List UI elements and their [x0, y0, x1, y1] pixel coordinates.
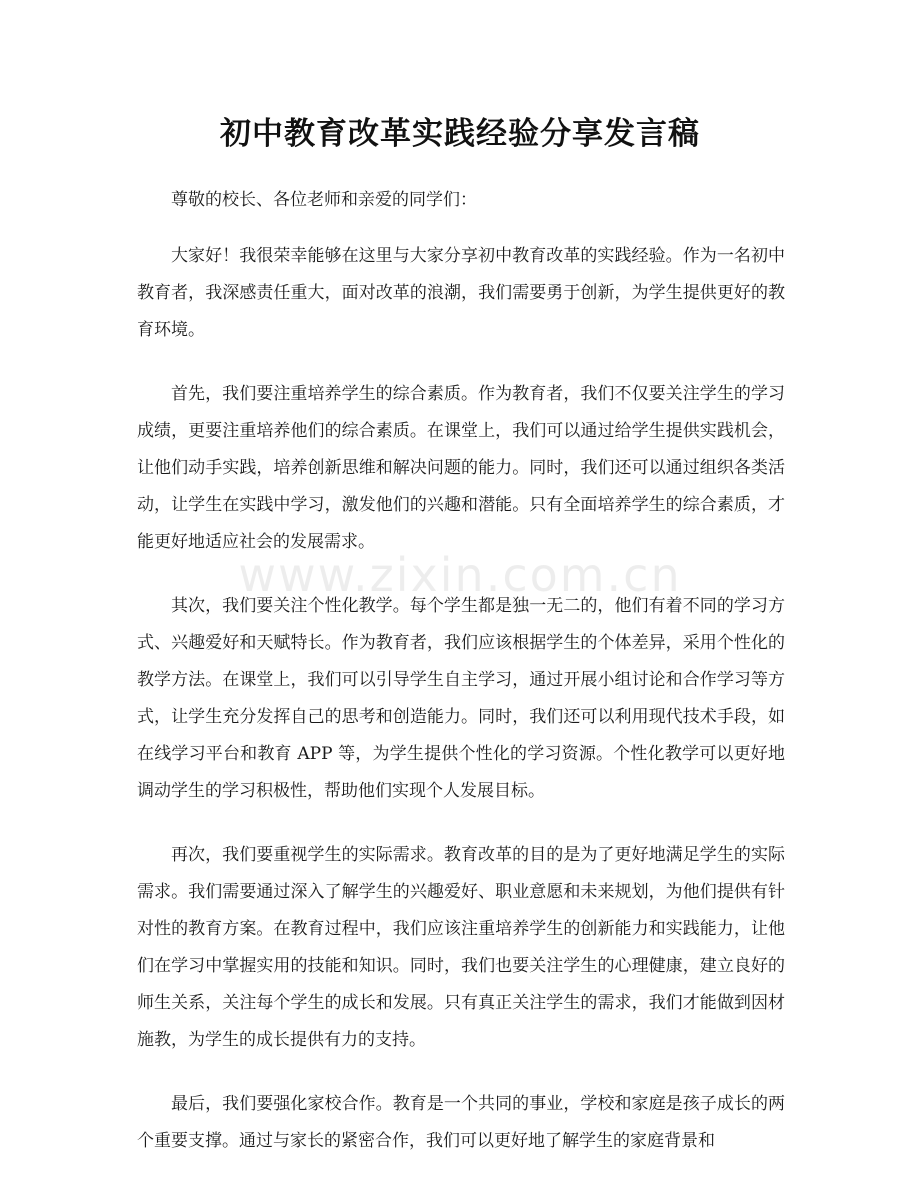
paragraph-third-point: 再次，我们要重视学生的实际需求。教育改革的目的是为了更好地满足学生的实际需求。我们需要通过深入了解学生的兴趣爱好、职业意愿和未来规划，为他们提供有针对性的教育方案。在教育过程中，我们应该注重培养学生的创新能力和实践能力，让他们在学习中掌握实用的技能和知识。同时，我们也要关注学生的心理健康，建立良好的师生关系，关注每个学生的成长和发展。只有真正关注学生的需求，我们才能做到因材施教，为学生的成长提供有力的支持。: [137, 845, 785, 1050]
paragraph-second-point: 其次，我们要关注个性化教学。每个学生都是独一无二的，他们有着不同的学习方式、兴趣爱好和天赋特长。作为教育者，我们应该根据学生的个体差异，采用个性化的教学方法。在课堂上，我们可以引导学生自主学习，通过开展小组讨论和合作学习等方式，让学生充分发挥自己的思考和创造能力。同时，我们还可以利用现代技术手段，如在线学习平台和教育 APP 等，为学生提供个性化的学习资源。个性化教学可以更好地调动学生的学习积极性，帮助他们实现个人发展目标。: [137, 596, 785, 801]
watermark: www.zixin.com.cn: [238, 548, 682, 602]
paragraph-intro: 大家好！我很荣幸能够在这里与大家分享初中教育改革的实践经验。作为一名初中教育者，我深感责任重大，面对改革的浪潮，我们需要勇于创新，为学生提供更好的教育环境。: [137, 246, 785, 340]
paragraph-final-point: 最后，我们要强化家校合作。教育是一个共同的事业，学校和家庭是孩子成长的两个重要支撑。通过与家长的紧密合作，我们可以更好地了解学生的家庭背景和: [137, 1094, 785, 1151]
page-title: 初中教育改革实践经验分享发言稿: [220, 116, 700, 152]
salutation: 尊敬的校长、各位老师和亲爱的同学们：: [171, 190, 477, 210]
document-body: [137, 182, 785, 1187]
paragraph-first-point: 首先，我们要注重培养学生的综合素质。作为教育者，我们不仅要关注学生的学习成绩，更要注重培养他们的综合素质。在课堂上，我们可以通过给学生提供实践机会，让他们动手实践，培养创新思维和解决问题的能力。同时，我们还可以通过组织各类活动，让学生在实践中学习，激发他们的兴趣和潜能。只有全面培养学生的综合素质，才能更好地适应社会的发展需求。: [137, 384, 785, 552]
